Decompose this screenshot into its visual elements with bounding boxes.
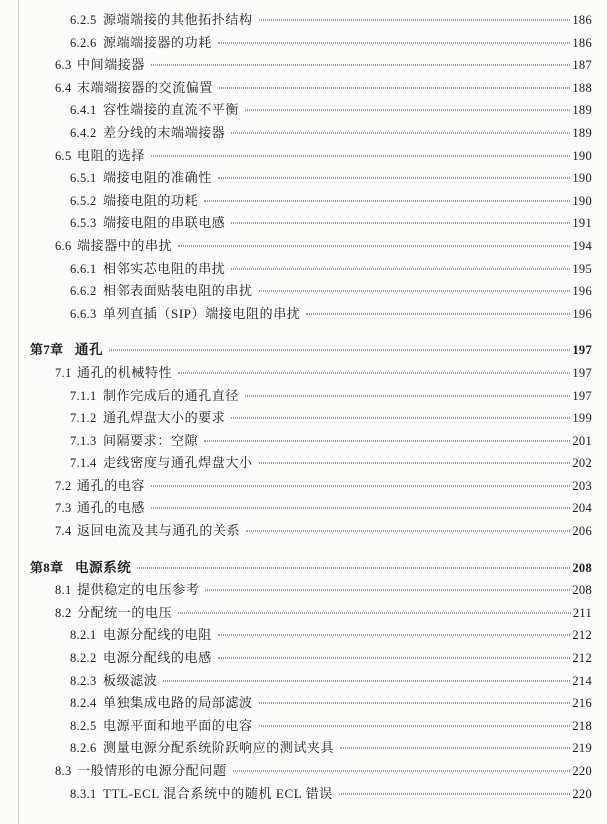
dot-leader bbox=[246, 531, 570, 532]
entry-title: 制作完成后的通孔直径 bbox=[103, 387, 240, 403]
dot-leader bbox=[218, 42, 571, 43]
dot-leader bbox=[218, 178, 571, 179]
page-number: 190 bbox=[572, 148, 592, 163]
entry-number: 8.1 bbox=[55, 583, 72, 598]
toc-entry-row bbox=[0, 99, 592, 122]
toc-entry-row bbox=[0, 32, 592, 55]
page-number: 212 bbox=[572, 651, 592, 666]
page-number: 214 bbox=[572, 673, 592, 688]
entry-title: 一般情形的电源分配问题 bbox=[77, 763, 227, 778]
toc-entry-row bbox=[0, 497, 592, 520]
entry-number: 6.5.1 bbox=[70, 171, 97, 186]
entry-title: 通孔焊盘大小的要求 bbox=[103, 410, 226, 426]
toc-entry-row bbox=[0, 258, 592, 281]
entry-title: 源端端接器的功耗 bbox=[103, 34, 212, 50]
page-number: 190 bbox=[572, 193, 592, 208]
entry-number: 8.3 bbox=[55, 764, 72, 778]
entry-number: 8.2.5 bbox=[70, 718, 97, 733]
page-number: 187 bbox=[572, 58, 592, 73]
toc-entry-row bbox=[0, 579, 592, 602]
page-number: 212 bbox=[572, 628, 592, 643]
entry-number: 6.5.2 bbox=[70, 193, 97, 208]
toc-entry-row bbox=[0, 190, 592, 213]
entry-title: 端接电阻的功耗 bbox=[103, 192, 199, 208]
entry-title: 电源平面和地平面的电容 bbox=[103, 717, 253, 733]
entry-number: 8.2.6 bbox=[70, 741, 97, 756]
toc-entry-row bbox=[0, 475, 592, 498]
entry-title: 间隔要求：空隙 bbox=[103, 432, 199, 448]
entry-title: 相邻实芯电阻的串扰 bbox=[103, 260, 226, 276]
dot-leader bbox=[231, 132, 570, 133]
entry-number: 8.2.4 bbox=[70, 696, 97, 711]
entry-number: 7.4 bbox=[55, 524, 72, 539]
entry-title: 末端端接器的交流偏置 bbox=[77, 79, 214, 95]
toc-entry-row bbox=[0, 783, 592, 806]
entry-number: 6.5.3 bbox=[70, 216, 97, 231]
entry-number: 7.1.4 bbox=[70, 456, 97, 471]
dot-leader bbox=[231, 268, 570, 269]
entry-number: 7.1.2 bbox=[70, 411, 97, 426]
dot-leader bbox=[137, 567, 570, 568]
toc-chapter-row bbox=[0, 557, 592, 580]
dot-leader bbox=[109, 350, 570, 351]
page-number: 189 bbox=[572, 125, 592, 140]
dot-leader bbox=[218, 658, 571, 659]
entry-number: 7.1.1 bbox=[70, 388, 97, 403]
entry-title: 端接器中的串扰 bbox=[77, 237, 173, 253]
entry-title: 通孔 bbox=[75, 342, 104, 358]
dot-leader bbox=[204, 440, 570, 441]
toc-entry-row bbox=[0, 670, 592, 693]
dot-leader bbox=[151, 508, 570, 509]
page-number: 208 bbox=[572, 560, 592, 575]
table-of-contents bbox=[0, 9, 592, 805]
entry-title: 差分线的末端端接器 bbox=[103, 124, 226, 140]
dot-leader bbox=[245, 110, 570, 111]
entry-title: 通孔的机械特性 bbox=[77, 364, 173, 380]
dot-leader bbox=[151, 155, 570, 156]
entry-number: 6.2.5 bbox=[70, 13, 97, 27]
toc-entry-row bbox=[0, 385, 592, 408]
dot-leader bbox=[151, 65, 570, 66]
page-number: 202 bbox=[572, 456, 592, 471]
dot-leader bbox=[245, 395, 570, 396]
page-number: 190 bbox=[572, 171, 592, 186]
entry-title: 端接电阻的准确性 bbox=[103, 170, 212, 186]
toc-entry-row bbox=[0, 235, 592, 258]
entry-number: 8.2.2 bbox=[70, 651, 97, 666]
entry-number: 7.1 bbox=[55, 365, 72, 380]
entry-number: 7.1.3 bbox=[70, 433, 97, 448]
dot-leader bbox=[259, 463, 571, 464]
entry-number: 6.4.1 bbox=[70, 103, 97, 118]
entry-title: 单列直插（SIP）端接电阻的串扰 bbox=[103, 305, 301, 321]
page-number: 188 bbox=[572, 80, 592, 95]
page-number: 220 bbox=[572, 764, 592, 778]
toc-entry-row bbox=[0, 77, 592, 100]
toc-entry-row bbox=[0, 602, 592, 625]
entry-number: 6.6.3 bbox=[70, 306, 97, 321]
page-number: 197 bbox=[572, 365, 592, 380]
dot-leader bbox=[205, 590, 570, 591]
dot-leader bbox=[178, 372, 570, 373]
dot-leader bbox=[339, 793, 571, 794]
dot-leader bbox=[219, 87, 570, 88]
entry-number: 第8章 bbox=[30, 559, 64, 575]
dot-leader bbox=[151, 485, 570, 486]
entry-title: 电源分配线的电阻 bbox=[103, 627, 212, 643]
entry-number: 7.2 bbox=[55, 478, 72, 493]
dot-leader bbox=[178, 612, 571, 613]
dot-leader bbox=[259, 725, 571, 726]
entry-title: 电源系统 bbox=[75, 559, 132, 575]
page-number: 218 bbox=[572, 718, 592, 733]
toc-entry-row bbox=[0, 647, 592, 670]
entry-number: 8.2.1 bbox=[70, 628, 97, 643]
entry-title: 中间端接器 bbox=[77, 57, 146, 73]
page-number: 203 bbox=[572, 478, 592, 493]
dot-leader bbox=[233, 771, 571, 772]
page-number: 211 bbox=[572, 605, 592, 620]
entry-number: 8.2.3 bbox=[70, 673, 97, 688]
entry-title: 分配统一的电压 bbox=[77, 604, 173, 620]
entry-number: 6.3 bbox=[55, 58, 72, 73]
entry-title: 电阻的选择 bbox=[77, 147, 146, 163]
page-number: 196 bbox=[572, 284, 592, 299]
entry-title: 提供稳定的电压参考 bbox=[77, 582, 200, 598]
page-number: 197 bbox=[572, 343, 592, 358]
toc-entry-row bbox=[0, 520, 592, 543]
toc-entry-row bbox=[0, 430, 592, 453]
entry-number: 6.4 bbox=[55, 80, 72, 95]
dot-leader bbox=[259, 291, 571, 292]
dot-leader bbox=[231, 223, 570, 224]
dot-leader bbox=[204, 200, 570, 201]
toc-entry-row bbox=[0, 452, 592, 475]
toc-entry-row bbox=[0, 122, 592, 145]
entry-title: TTL-ECL 混合系统中的随机 ECL 错误 bbox=[103, 785, 333, 801]
page-number: 201 bbox=[572, 433, 592, 448]
entry-number: 第7章 bbox=[30, 342, 64, 358]
toc-entry-row bbox=[0, 9, 592, 32]
page-number: 191 bbox=[572, 216, 592, 231]
page-number: 189 bbox=[572, 103, 592, 118]
toc-entry-row bbox=[0, 145, 592, 168]
entry-number: 6.5 bbox=[55, 148, 72, 163]
entry-title: 单独集成电路的局部滤波 bbox=[103, 695, 253, 711]
page-number: 219 bbox=[572, 741, 592, 756]
page-number: 186 bbox=[572, 13, 592, 27]
entry-title: 端接电阻的串联电感 bbox=[103, 215, 226, 231]
entry-title: 通孔的电容 bbox=[77, 477, 146, 493]
page-number: 216 bbox=[572, 696, 592, 711]
dot-leader bbox=[231, 418, 570, 419]
page-number: 197 bbox=[572, 388, 592, 403]
toc-entry-row bbox=[0, 624, 592, 647]
entry-number: 8.2 bbox=[55, 605, 72, 620]
toc-entry-row bbox=[0, 760, 592, 783]
entry-number: 6.6.1 bbox=[70, 261, 97, 276]
page-number: 196 bbox=[572, 306, 592, 321]
toc-entry-row bbox=[0, 167, 592, 190]
toc-entry-row bbox=[0, 737, 592, 760]
toc-entry-row bbox=[0, 212, 592, 235]
entry-number: 6.2.6 bbox=[70, 35, 97, 50]
toc-entry-row bbox=[0, 303, 592, 326]
toc-entry-row bbox=[0, 692, 592, 715]
entry-title: 测量电源分配系统阶跃响应的测试夹具 bbox=[103, 740, 335, 756]
entry-number: 6.4.2 bbox=[70, 125, 97, 140]
dot-leader bbox=[340, 748, 570, 749]
entry-number: 6.6 bbox=[55, 238, 72, 253]
toc-entry-row bbox=[0, 407, 592, 430]
toc-entry-row bbox=[0, 280, 592, 303]
entry-number: 6.6.2 bbox=[70, 284, 97, 299]
page-number: 186 bbox=[572, 35, 592, 50]
page-number: 195 bbox=[572, 261, 592, 276]
toc-chapter-row bbox=[0, 339, 592, 362]
toc-entry-row bbox=[0, 715, 592, 738]
page-number: 206 bbox=[572, 524, 592, 539]
dot-leader bbox=[306, 313, 570, 314]
entry-title: 容性端接的直流不平衡 bbox=[103, 102, 240, 118]
entry-title: 通孔的电感 bbox=[77, 500, 146, 516]
page-number: 204 bbox=[572, 501, 592, 516]
toc-entry-row bbox=[0, 54, 592, 77]
dot-leader bbox=[218, 635, 571, 636]
entry-title: 板级滤波 bbox=[103, 672, 158, 688]
toc-entry-row bbox=[0, 362, 592, 385]
entry-number: 7.3 bbox=[55, 501, 72, 516]
dot-leader bbox=[259, 20, 571, 21]
dot-leader bbox=[259, 703, 571, 704]
entry-title: 电源分配线的电感 bbox=[103, 650, 212, 666]
page-number: 194 bbox=[572, 238, 592, 253]
entry-title: 返回电流及其与通孔的关系 bbox=[77, 523, 241, 539]
dot-leader bbox=[178, 245, 570, 246]
page-number: 208 bbox=[572, 583, 592, 598]
dot-leader bbox=[163, 680, 570, 681]
page-number: 199 bbox=[572, 411, 592, 426]
entry-number: 8.3.1 bbox=[70, 786, 97, 801]
entry-title: 源端端接的其他拓扑结构 bbox=[103, 12, 253, 27]
entry-title: 走线密度与通孔焊盘大小 bbox=[103, 455, 253, 471]
page-number: 220 bbox=[572, 786, 592, 801]
entry-title: 相邻表面贴装电阻的串扰 bbox=[103, 283, 253, 299]
